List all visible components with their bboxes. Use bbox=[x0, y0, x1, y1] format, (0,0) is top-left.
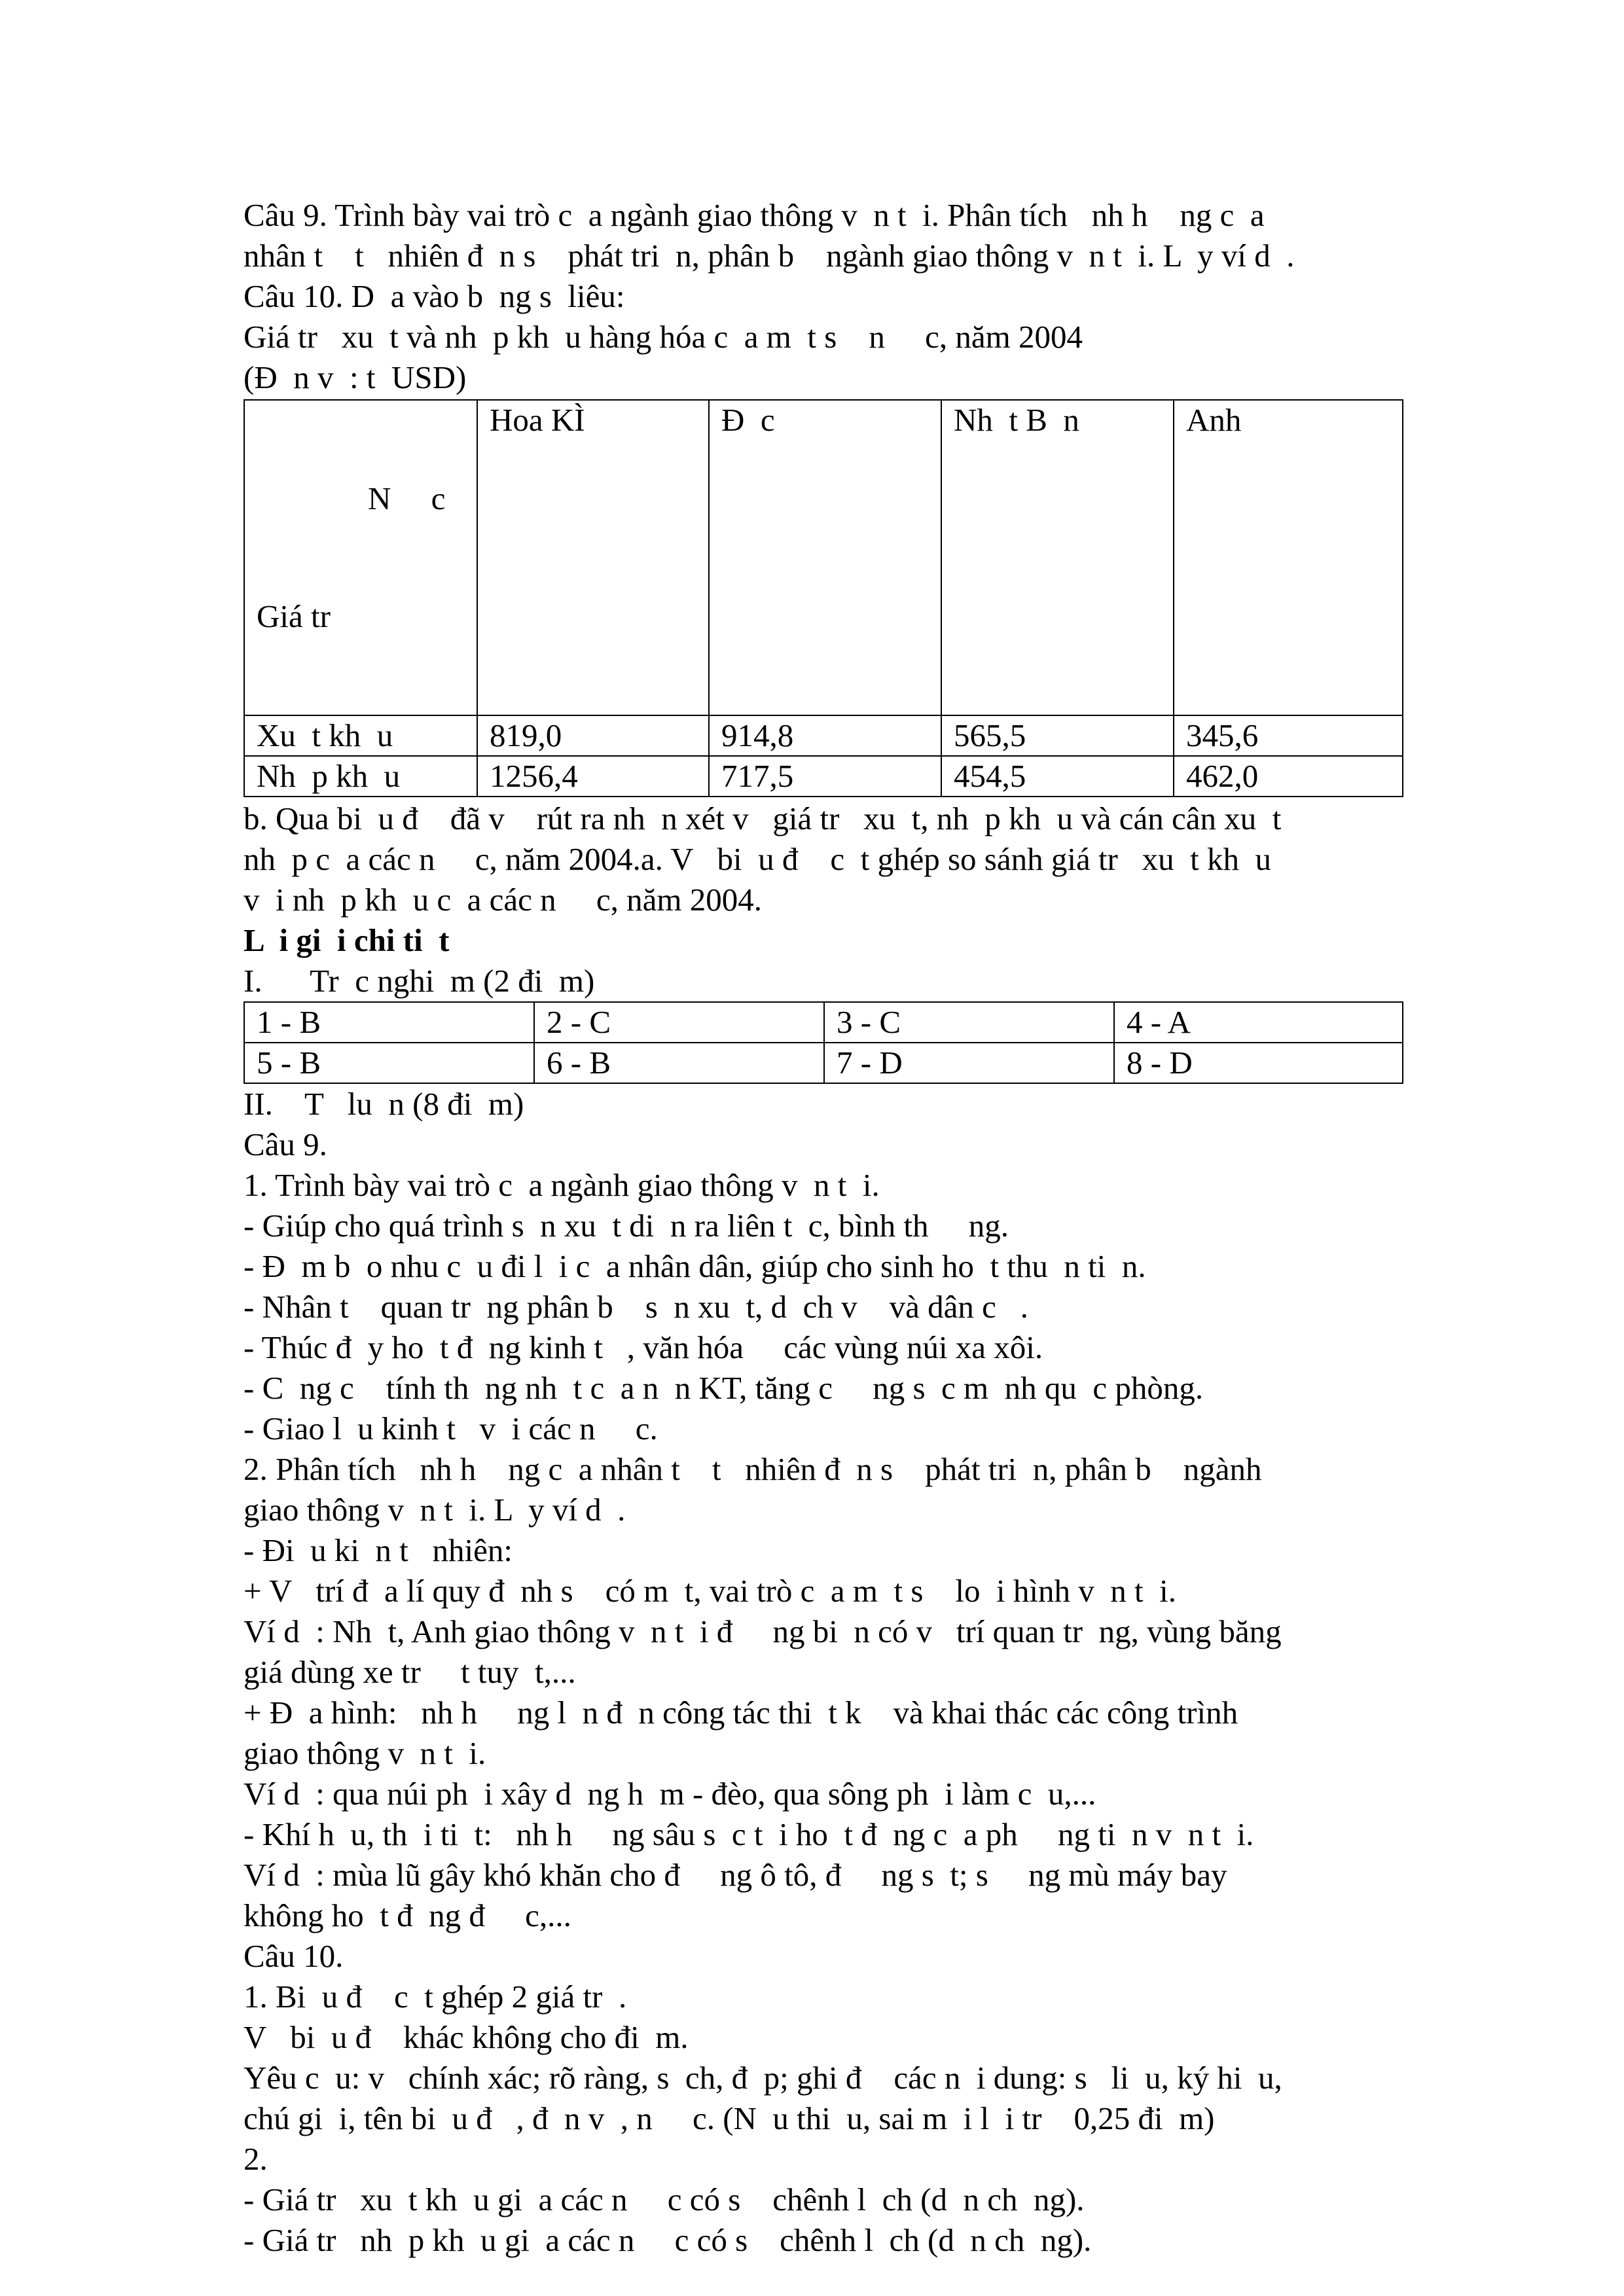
text-line: - Giá tr nh p kh u gi a các n c có s chênh l ch (d n ch ng). bbox=[244, 2222, 1092, 2258]
text-line: - Giúp cho quá trình s n xu t di n ra liên t c, bình th ng. bbox=[244, 1208, 1009, 1244]
document-page bbox=[244, 195, 1402, 2261]
header-country: Nh t B n bbox=[941, 400, 1174, 715]
table-cell: 565,5 bbox=[941, 715, 1174, 756]
table-title: Giá tr xu t và nh p kh u hàng hóa c a m t s n c, năm 2004 bbox=[244, 319, 1083, 355]
text-line: + Đ a hình: nh h ng l n đ n công tác thi t k và khai thác các công trình bbox=[244, 1695, 1238, 1731]
row-label: Nh p kh u bbox=[244, 756, 477, 797]
answer-cell: 4 - A bbox=[1114, 1002, 1403, 1043]
text-line: Câu 10. bbox=[244, 1938, 344, 1974]
text-line: II. T lu n (8 đi m) bbox=[244, 1086, 524, 1122]
text-line: - C ng c tính th ng nh t c a n n KT, tăng c ng s c m nh qu c phòng. bbox=[244, 1370, 1204, 1406]
text-line: 2. Phân tích nh h ng c a nhân t t nhiên đ n s phát tri n, phân b ngành bbox=[244, 1451, 1262, 1487]
header-country-label: N c bbox=[368, 480, 446, 516]
text-line: không ho t đ ng đ c,... bbox=[244, 1897, 571, 1933]
trade-table bbox=[244, 399, 1403, 797]
answer-cell: 3 - C bbox=[824, 1002, 1114, 1043]
answer-cell: 7 - D bbox=[824, 1043, 1114, 1083]
text-line: giao thông v n t i. L y ví d . bbox=[244, 1492, 626, 1528]
table-cell: 345,6 bbox=[1174, 715, 1403, 756]
table-unit: (Đ n v : t USD) bbox=[244, 359, 467, 395]
answer-cell: 2 - C bbox=[534, 1002, 824, 1043]
header-country: Đ c bbox=[709, 400, 941, 715]
header-country: Hoa KÌ bbox=[477, 400, 709, 715]
header-corner-cell bbox=[244, 400, 477, 715]
text-line: V bi u đ khác không cho đi m. bbox=[244, 2019, 689, 2055]
table-cell: 454,5 bbox=[941, 756, 1174, 797]
solution-heading: L i gi i chi ti t bbox=[244, 922, 450, 958]
text-line: 1. Trình bày vai trò c a ngành giao thông v n t i. bbox=[244, 1167, 880, 1203]
text-line: - Nhân t quan tr ng phân b s n xu t, d ch v và dân c . bbox=[244, 1289, 1028, 1325]
text-line: Ví d : Nh t, Anh giao thông v n t i đ ng bi n có v trí quan tr ng, vùng băng bbox=[244, 1613, 1282, 1649]
table-cell: 717,5 bbox=[709, 756, 941, 797]
question-10-line: Câu 10. D a vào b ng s liêu: bbox=[244, 278, 625, 314]
text-line: - Thúc đ y ho t đ ng kinh t , văn hóa các vùng núi xa xôi. bbox=[244, 1329, 1043, 1365]
text-line: v i nh p kh u c a các n c, năm 2004. bbox=[244, 882, 762, 918]
question-9-line-1: Câu 9. Trình bày vai trò c a ngành giao thông v n t i. Phân tích nh h ng c a bbox=[244, 197, 1265, 233]
text-line: 2. bbox=[244, 2141, 268, 2177]
text-line: Câu 9. bbox=[244, 1126, 327, 1162]
answer-cell: 8 - D bbox=[1114, 1043, 1403, 1083]
text-line: giá dùng xe tr t tuy t,... bbox=[244, 1654, 576, 1690]
table-cell: 819,0 bbox=[477, 715, 709, 756]
header-value-label: Giá tr bbox=[257, 598, 331, 634]
header-country: Anh bbox=[1174, 400, 1403, 715]
section-1-heading: I. Tr c nghi m (2 đi m) bbox=[244, 963, 595, 999]
answer-cell: 5 - B bbox=[244, 1043, 534, 1083]
table-cell: 914,8 bbox=[709, 715, 941, 756]
table-row bbox=[244, 715, 1403, 756]
text-line: b. Qua bi u đ đã v rút ra nh n xét v giá tr xu t, nh p kh u và cán cân xu t bbox=[244, 800, 1282, 836]
table-cell: 462,0 bbox=[1174, 756, 1403, 797]
answer-cell: 1 - B bbox=[244, 1002, 534, 1043]
text-line: Ví d : qua núi ph i xây d ng h m - đèo, qua sông ph i làm c u,... bbox=[244, 1776, 1096, 1812]
table-header-row bbox=[244, 400, 1403, 715]
text-line: - Đ m b o nhu c u đi l i c a nhân dân, giúp cho sinh ho t thu n ti n. bbox=[244, 1248, 1146, 1284]
question-9-line-2: nhân t t nhiên đ n s phát tri n, phân b ngành giao thông v n t i. L y ví d . bbox=[244, 238, 1295, 274]
table-cell: 1256,4 bbox=[477, 756, 709, 797]
answer-table bbox=[244, 1001, 1403, 1084]
answer-cell: 6 - B bbox=[534, 1043, 824, 1083]
text-line: - Giá tr xu t kh u gi a các n c có s chênh l ch (d n ch ng). bbox=[244, 2181, 1085, 2217]
text-line: Ví d : mùa lũ gây khó khăn cho đ ng ô tô, đ ng s t; s ng mù máy bay bbox=[244, 1857, 1227, 1893]
row-label: Xu t kh u bbox=[244, 715, 477, 756]
text-line: 1. Bi u đ c t ghép 2 giá tr . bbox=[244, 1979, 627, 2015]
text-line: - Khí h u, th i ti t: nh h ng sâu s c t i ho t đ ng c a ph ng ti n v n t i. bbox=[244, 1816, 1254, 1852]
text-line: chú gi i, tên bi u đ , đ n v , n c. (N u thi u, sai m i l i tr 0,25 đi m) bbox=[244, 2100, 1215, 2136]
text-line: - Đi u ki n t nhiên: bbox=[244, 1532, 513, 1568]
text-line: Yêu c u: v chính xác; rõ ràng, s ch, đ p; ghi đ các n i dung: s li u, ký hi u, bbox=[244, 2060, 1282, 2096]
table-row bbox=[244, 1043, 1403, 1083]
table-row bbox=[244, 1002, 1403, 1043]
table-row bbox=[244, 756, 1403, 797]
text-line: - Giao l u kinh t v i các n c. bbox=[244, 1410, 658, 1446]
text-line: giao thông v n t i. bbox=[244, 1735, 486, 1771]
text-line: nh p c a các n c, năm 2004.a. V bi u đ c t ghép so sánh giá tr xu t kh u bbox=[244, 841, 1271, 877]
text-line: + V trí đ a lí quy đ nh s có m t, vai trò c a m t s lo i hình v n t i. bbox=[244, 1573, 1176, 1609]
